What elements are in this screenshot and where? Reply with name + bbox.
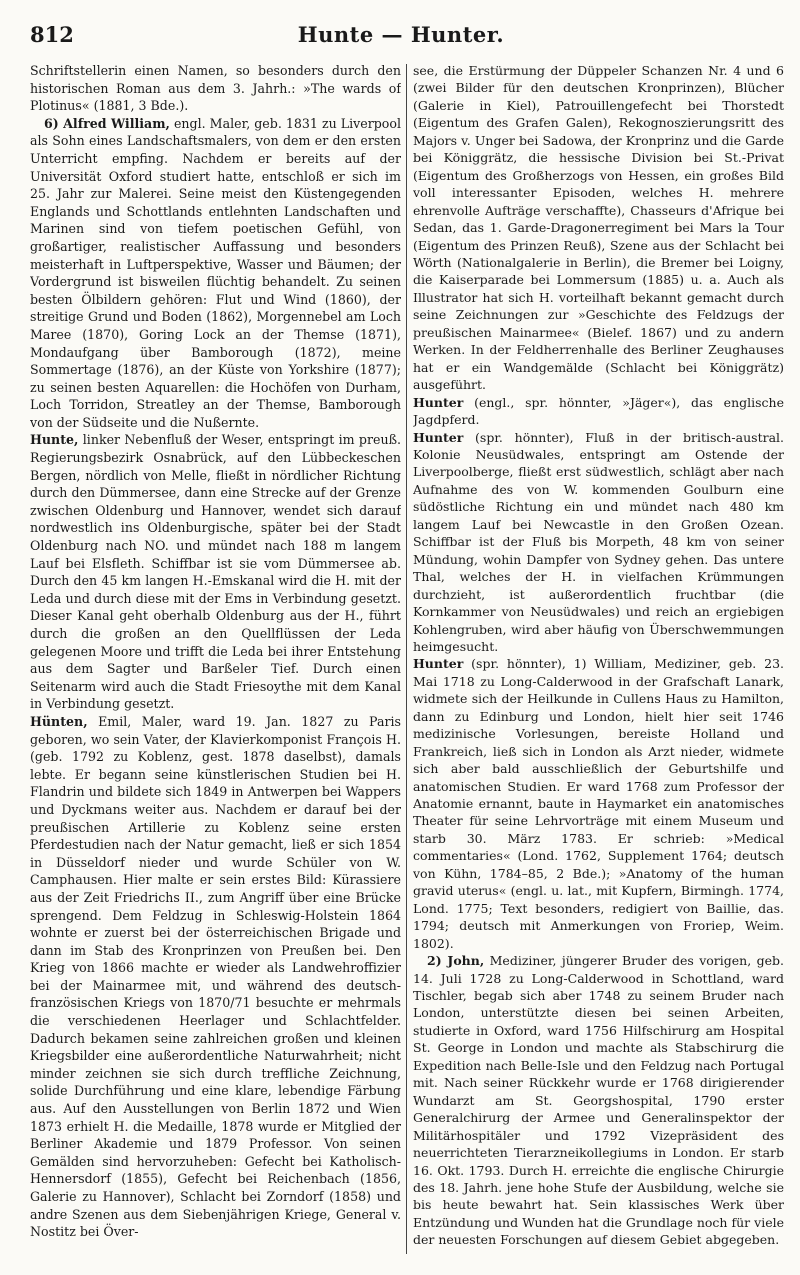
right-column (413, 62, 784, 1258)
entry-text: Emil, Maler, ward 19. Jan. 1827 zu Paris geboren, wo sein Vater, der Klavierkomponist François H. (geb. 1792 zu Koblenz, gest. 1878 daselbst), damals lebte. Er begann seine künstlerischen Studien bei H. Flandrin und bildete sich 1849 in Antwerpen bei Wappers und Dyckmans weiter aus. Nachdem er darauf bei der preußischen Artillerie zu Koblenz seine ersten Pferdestudien nach der Natur gemacht, ließ er sich 1854 in Düsseldorf nieder und wurde Schüler von W. Camphausen. Hier malte er sein erstes Bild: Kürassiere aus der Zeit Friedrichs II., zum Angriff über eine Brücke sprengend. Dem Feldzug in Schleswig-Holstein 1864 wohnte er zuerst bei der österreichischen Brigade und dann im Stab des Kronprinzen von Preußen bei. Den Krieg von 1866 machte er wieder als Landwehroffizier bei der Mainarmee mit, und während des deutsch-französischen Kriegs von 1870/71 besuchte er mehrmals die verschiedenen Heerlager und Schlachtfelder. Dadurch bekamen seine zahlreichen großen und kleinen Kriegsbilder eine außerordentliche Naturwahrheit; nicht minder zeichnen sie sich durch treffliche Zeichnung, solide Durchführung und eine klare, lebendige Färbung aus. Auf den Ausstellungen von Berlin 1872 und Wien 1873 erhielt H. die Medaille, 1878 wurde er Mitglied der Berliner Akademie und 1879 Professor. Von seinen Gemälden sind hervorzuheben: Gefecht bei Katholisch-Hennersdorf (1855), Gefecht bei Reichenbach (1856, Galerie zu Hannover), Schlacht bei Zorndorf (1858) und andre Szenen aus dem Siebenjährigen Kriege, General v. Nostitz bei Över- (30, 713, 401, 1240)
entry-text: (spr. hönnter), Fluß in der britisch-austral. Kolonie Neusüdwales, entspringt am Ostende der Liverpoolberge, fließt erst südwestlich, schlägt aber nach Aufnahme des von W. kommenden Goulburn eine südöstliche Richtung ein und mündet nach 480 km langem Lauf bei Newcastle in den Großen Ozean. Schiffbar ist der Fluß bis Morpeth, 48 km von seiner Mündung, wohin Dampfer von Sydney gehen. Das untere Thal, welches der H. in vielfachen Krümmungen durchzieht, ist außerordentlich fruchtbar (die Kornkammer von Neusüdwales) und reich an ergiebigen Kohlengruben, wird aber häufig von Überschwemmungen heimgesucht. (413, 429, 784, 654)
entry-headword: Hunte, (30, 432, 79, 448)
entry-text: Schriftstellerin einen Namen, so besonders durch den historischen Roman aus dem 3. Jahrh.: »The wards of Plotinus« (1881, 3 Bde.). (30, 63, 401, 114)
entry-text: linker Nebenfluß der Weser, entspringt im preuß. Regierungsbezirk Osnabrück, auf den Lübbeckeschen Bergen, nördlich von Melle, fließt in nördlicher Richtung durch den Dümmersee, dann eine Strecke auf der Grenze zwischen Oldenburg und Hannover, wendet sich darauf nordwestlich ins Oldenburgische, später bei der Stadt Oldenburg nach NO. und mündet nach 188 m langem Lauf bei Elsfleth. Schiffbar ist sie vom Dümmersee ab. Durch den 45 km langen H.-Emskanal wird die H. mit der Leda und durch diese mit der Ems in Verbindung gesetzt. Dieser Kanal geht oberhalb Oldenburg aus der H., führt durch die großen an den Quellflüssen der Leda gelegenen Moore und trifft die Leda bei ihrer Entstehung aus dem Sagter und Barßeler Tief. Durch einen Seitenarm wird auch die Stadt Friesoythe mit dem Kanal in Verbindung gesetzt. (30, 432, 401, 712)
entry-paragraph (30, 115, 401, 432)
entry-headword: Hunter (413, 656, 464, 672)
entry-text: see, die Erstürmung der Düppeler Schanzen Nr. 4 und 6 (zwei Bilder für den deutschen Kronprinzen), Blücher (Galerie in Kiel), Patrouillengefecht bei Thorstedt (Eigentum des Grafen Galen), Rekognoszierungsritt des Majors v. Unger bei Sadowa, der Kronprinz und die Garde bei Königgrätz, die hessische Division bei St.-Privat (Eigentum des Großherzogs von Hessen, ein großes Bild voll interessanter Episoden, welches H. mehrere ehrenvolle Aufträge verschaffte), Chasseurs d'Afrique bei Sedan, das 1. Garde-Dragonerregiment bei Mars la Tour (Eigentum des Prinzen Reuß), Szene aus der Schlacht bei Wörth (Nationalgalerie in Berlin), die Bremer bei Loigny, die Kaiserparade bei Lommersum (1885) u. a. Auch als Illustrator hat sich H. vorteilhaft bekannt gemacht durch seine Zeichnungen zur »Geschichte des Feldzugs der preußischen Mainarmee« (Bielef. 1867) und zu andern Werken. In der Feldherrenhalle des Berliner Zeughauses hat er ein Wandgemälde (Schlacht bei Königgrätz) ausgeführt. (413, 63, 784, 393)
page-number: 812 (30, 22, 74, 47)
entry-paragraph (413, 655, 784, 952)
entry-text: (spr. hönnter), 1) William, Mediziner, geb. 23. Mai 1718 zu Long-Calderwood in der Grafschaft Lanark, widmete sich der Heilkunde in Cullens Haus zu Hamilton, dann zu Edinburg und London, hielt hier seit 1746 medizinische Vorlesungen, bereiste Holland und Frankreich, ließ sich in London als Arzt nieder, widmete sich aber bald ausschließlich der Geburtshilfe und anatomischen Studien. Er ward 1768 zum Professor der Anatomie ernannt, baute in Haymarket ein anatomisches Theater für seine Lehrvorträge mit einem Museum und starb 30. März 1783. Er schrieb: »Medical commentaries« (Lond. 1762, Supplement 1764; deutsch von Kühn, 1784–85, 2 Bde.); »Anatomy of the human gravid uterus« (engl. u. lat., mit Kupfern, Birmingh. 1774, Lond. 1775; Text besonders, redigiert von Baillie, das. 1794; deutsch mit Anmerkungen von Froriep, Weim. 1802). (413, 656, 784, 951)
left-column (30, 62, 401, 1258)
entry-text: Mediziner, jüngerer Bruder des vorigen, geb. 14. Juli 1728 zu Long-Calderwood in Schottland, ward Tischler, begab sich aber 1748 zu seinem Bruder nach London, unterstützte diesen bei seinen Arbeiten, studierte in Oxford, ward 1756 Hilfschirurg am Hospital St. George in London und machte als Stabschirurg die Expedition nach Belle-Isle und den Feldzug nach Portugal mit. Nach seiner Rückkehr wurde er 1768 dirigierender Wundarzt am St. Georgshospital, 1790 erster Generalchirurg der Armee und Generalinspektor der Militärhospitäler und 1792 Vizepräsident des neuerrichteten Tierarzneikollegiums in London. Er starb 16. Okt. 1793. Durch H. erreichte die englische Chirurgie des 18. Jahrh. jene hohe Stufe der Ausbildung, welche sie bis heute bewahrt hat. Sein klassisches Werk über Entzündung und Wunden hat die Grundlage noch für viele der neuesten Forschungen auf diesem Gebiet abgegeben. (413, 953, 784, 1248)
column-divider (406, 64, 407, 1254)
entry-headword: 6) Alfred William, (44, 115, 170, 131)
entry-headword: Hünten, (30, 713, 88, 729)
entry-headword: Hunter (413, 394, 464, 410)
running-head: Hunte — Hunter. (297, 22, 505, 47)
entry-paragraph (413, 394, 784, 429)
entry-paragraph (413, 62, 784, 394)
entry-paragraph (30, 713, 401, 1241)
entry-paragraph (30, 62, 401, 115)
entry-text: (engl., spr. hönnter, »Jäger«), das englische Jagdpferd. (413, 394, 784, 428)
entry-headword: Hunter (413, 429, 464, 445)
entry-paragraph (413, 429, 784, 656)
entry-paragraph (413, 952, 784, 1249)
entry-text: engl. Maler, geb. 1831 zu Liverpool als Sohn eines Landschaftsmalers, von dem er den ersten Unterricht empfing. Nachdem er bereits auf der Universität Oxford studiert hatte, entschloß er sich im 25. Jahr zur Malerei. Seine meist den Küstengegenden Englands und Schottlands entlehnten Landschaften und Marinen sind von tiefem poetischen Gefühl, von großartiger, realistischer Auffassung und besonders meisterhaft in Luftperspektive, Wasser und Bäumen; der Vordergrund ist bisweilen flüchtig behandelt. Zu seinen besten Ölbildern gehören: Flut und Wind (1860), der streitige Grund und Boden (1862), Morgennebel am Loch Maree (1870), Goring Lock an der Themse (1871), Mondaufgang über Bamborough (1872), meine Sommertage (1876), an der Küste von Yorkshire (1877); zu seinen besten Aquarellen: die Hochöfen von Durham, Loch Torridon, Streatley an der Themse, Bamborough von der Südseite und die Nußernte. (30, 115, 401, 430)
entry-headword: 2) John, (427, 953, 485, 969)
entry-paragraph (30, 431, 401, 713)
page-header (30, 22, 772, 52)
